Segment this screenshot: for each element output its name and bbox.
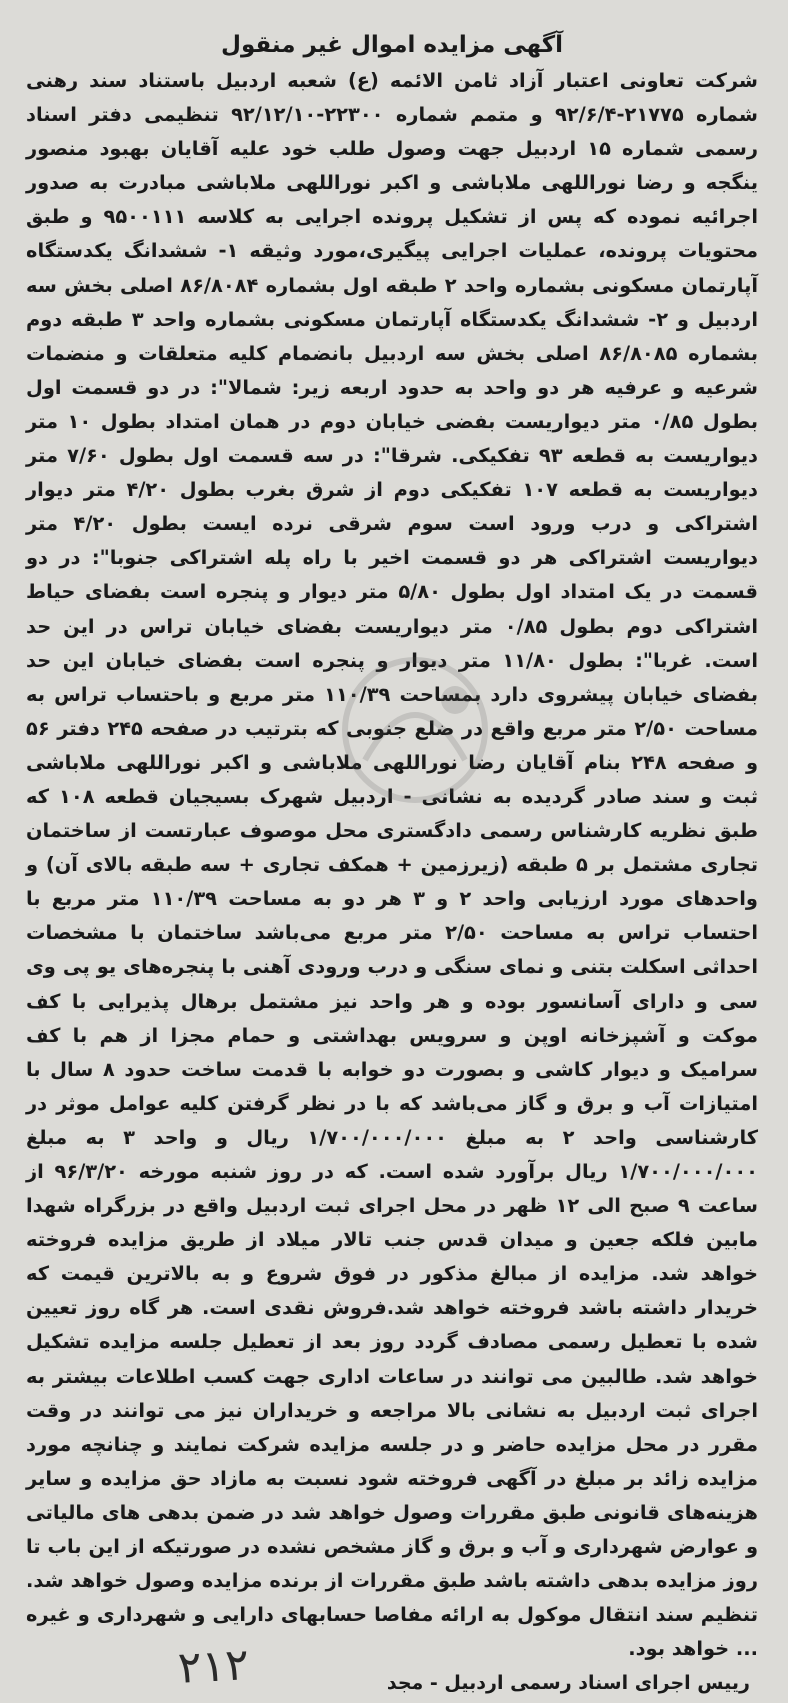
notice-body: شرکت تعاونی اعتبار آزاد ثامن الائمه (ع) شعبه اردبیل باستناد سند رهنی شماره ۲۱۷۷۵-۹۲/۶/۴ و متمم شماره ۲۲۳۰۰-۹۲/۱۲/۱۰ تنظیمی دفتر اسناد رسمی شماره ۱۵ اردبیل جهت وصول طلب خود علیه آقایان بهبود منصور ینگجه و رضا نوراللهی ملاباشی و اکبر نوراللهی ملاباشی مبادرت به صدور اجرائیه نموده که پس از تشکیل پرونده اجرایی به کلاسه ۹۵۰۰۱۱۱ و طبق محتویات پرونده، عملیات اجرایی پیگیری،مورد وثیقه ۱- ششدانگ یکدستگاه آپارتمان مسکونی بشماره واحد ۲ طبقه اول بشماره ۸۶/۸۰۸۴ اصلی بخش سه اردبیل و ۲- ششدانگ یکدستگاه آپارتمان مسکونی بشماره واحد ۳ طبقه دوم بشماره ۸۶/۸۰۸۵ اصلی بخش سه اردبیل بانضمام کلیه متعلقات و منضمات شرعیه و عرفیه هر دو واحد به حدود اربعه زیر: شمالا": در دو قسمت اول بطول ۰/۸۵ متر دیواریست بفضی خیابان دوم در همان امتداد بطول ۱۰ متر دیواریست به قطعه ۹۳ تفکیکی. شرقا": در سه قسمت اول بطول ۷/۶۰ متر دیواریست به قطعه ۱۰۷ تفکیکی دوم از شرق بغرب بطول ۴/۲۰ متر دیوار اشتراکی و درب ورود است سوم شرقی نرده ایست بطول ۴/۲۰ متر دیواریست اشتراکی هر دو قسمت اخیر با راه پله اشتراکی جنوبا": در دو قسمت در یک امتداد اول بطول ۵/۸۰ متر دیوار و پنجره است بفضای حیاط اشتراکی دوم بطول ۰/۸۵ متر دیواریست بفضای خیابان تراس در این حد است. غربا": بطول ۱۱/۸۰ متر دیوار و پنجره است بفضای خیابان این حد بفضای خیابان پیشروی دارد بمساحت ۱۱۰/۳۹ متر مربع و باحتساب تراس به مساحت ۲/۵۰ متر مربع واقع در ضلع جنوبی که بترتیب در صفحه ۲۴۵ دفتر ۵۶ و صفحه ۲۴۸ بنام آقایان رضا نوراللهی ملاباشی و اکبر نوراللهی ملاباشی ثبت و سند صادر گردیده به نشانی - اردبیل شهرک بسیجیان قطعه ۱۰۸ که طبق نظریه کارشناس رسمی دادگستری محل موصوف عبارتست از ساختمان تجاری مشتمل بر ۵ طبقه (زیرزمین + همکف تجاری + سه طبقه بالای آن) و واحدهای مورد ارزیابی واحد ۲ و ۳ هر دو به مساحت ۱۱۰/۳۹ متر مربع با احتساب تراس به مساحت ۲/۵۰ متر مربع می‌باشد ساختمان با مشخصات احداثی اسکلت بتنی و نمای سنگی و درب ورودی آهنی با پنجره‌های یو پی وی سی و دارای آسانسور بوده و هر واحد نیز مشتمل برهال پذیرایی با کف موکت و آشپزخانه اوپن و سرویس بهداشتی و حمام مجزا از هم با کف سرامیک و دیوار کاشی و بصورت دو خوابه با قدمت ساخت حدود ۸ سال با امتیازات آب و برق و گاز می‌باشد که با در نظر گرفتن کلیه عوامل موثر در کارشناسی واحد ۲ به مبلغ ۱/۷۰۰/۰۰۰/۰۰۰ ریال و واحد ۳ به مبلغ ۱/۷۰۰/۰۰۰/۰۰۰ ریال برآورد شده است. که در روز شنبه مورخه ۹۶/۳/۲۰ از ساعت ۹ صبح الی ۱۲ ظهر در محل اجرای ثبت اردبیل واقع در بزرگراه شهدا مابین فلکه جعین و میدان قدس جنب تالار میلاد از طریق مزایده فروخته خواهد شد. مزایده از مبالغ مذکور در فوق شروع و به بالاترین قیمت که خریدار داشته باشد فروخته خواهد شد.فروش نقدی است. هر گاه روز تعیین شده با تعطیل رسمی مصادف گردد روز بعد از تعطیل جلسه مزایده تشکیل خواهد شد. طالبین می توانند در ساعات اداری جهت کسب اطلاعات بیشتر به اجرای ثبت اردبیل به نشانی بالا مراجعه و خریداران نیز می توانند در وقت مقرر در محل مزایده حاضر و در جلسه مزایده شرکت نمایند و چنانچه مورد مزایده زائد بر مبلغ در آگهی فروخته شود نسبت به مازاد حق مزایده و سایر هزینه‌های قانونی طبق مقررات وصول خواهد شد در ضمن بدهی های مالیاتی و عوارض شهرداری و آب و برق و گاز مشخص نشده در صورتیکه از این باب تا روز مزایده بدهی داشته باشد طبق مقررات از برنده مزایده وصول خواهد شد. تنظیم سند انتقال موکول به ارائه مفاصا حسابهای دارایی و شهرداری و غیره ... خواهد بود.	[26, 69, 759, 1661]
handwritten-number: ۲۱۲	[176, 1639, 251, 1694]
notice-title: آگهی مزایده اموال غیر منقول	[220, 32, 564, 58]
notice-signature: رییس اجرای اسناد رسمی اردبیل - مجد	[386, 1672, 750, 1695]
